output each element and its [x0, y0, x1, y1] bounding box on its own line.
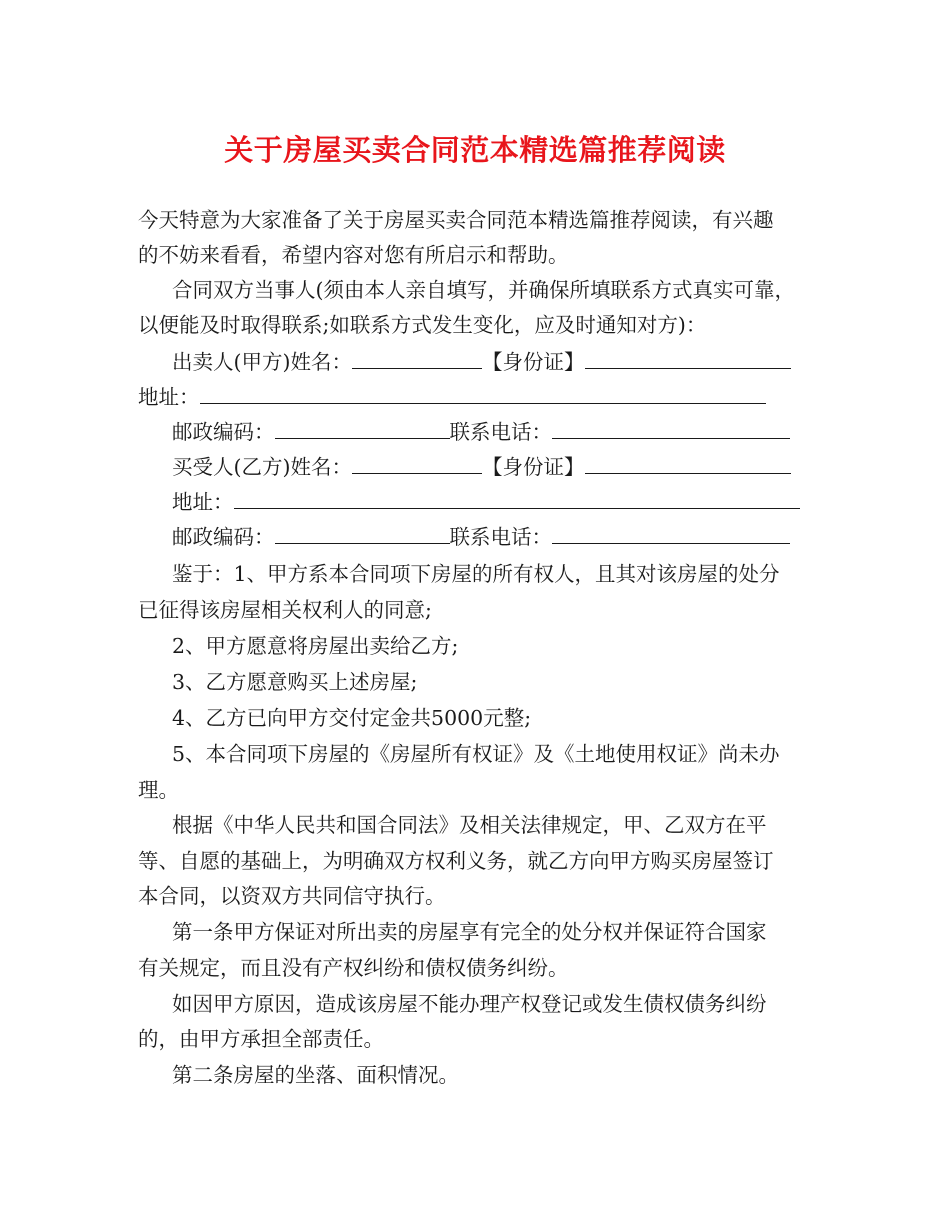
buyer-name-label: 买受人(乙方)姓名： [172, 455, 352, 479]
buyer-id-label: 【身份证】 [482, 455, 585, 479]
whereas-line-1: 鉴于：1、甲方系本合同项下房屋的所有权人，且其对该房屋的处分 [172, 562, 780, 586]
whereas-item-3: 3、乙方愿意购买上述房屋; [172, 670, 418, 694]
buyer-name-row [172, 453, 791, 481]
buyer-address-field[interactable] [234, 488, 800, 509]
parties-line-1: 合同双方当事人(须由本人亲自填写，并确保所填联系方式真实可靠， [172, 278, 795, 302]
whereas-item-5-line-1: 5、本合同项下房屋的《房屋所有权证》及《土地使用权证》尚未办 [172, 742, 780, 766]
whereas-item-2: 2、甲方愿意将房屋出卖给乙方; [172, 634, 459, 658]
whereas-item-4: 4、乙方已向甲方交付定金共5000元整; [172, 706, 532, 730]
intro-line-1: 今天特意为大家准备了关于房屋买卖合同范本精选篇推荐阅读，有兴趣 [138, 208, 774, 232]
whereas-item-5-line-2: 理。 [138, 778, 179, 802]
buyer-name-field[interactable] [352, 453, 482, 474]
seller-name-label: 出卖人(甲方)姓名： [172, 350, 352, 374]
buyer-postcode-label: 邮政编码： [172, 525, 275, 549]
seller-address-label: 地址： [138, 385, 200, 409]
seller-address-row [138, 383, 766, 411]
basis-line-2: 等、自愿的基础上，为明确双方权利义务，就乙方向甲方购买房屋签订 [138, 849, 774, 873]
liability-line-1: 如因甲方原因，造成该房屋不能办理产权登记或发生债权债务纠纷 [172, 992, 767, 1016]
seller-phone-label: 联系电话： [449, 420, 552, 444]
seller-postcode-field[interactable] [275, 418, 450, 439]
article-1-line-2: 有关规定，而且没有产权纠纷和债权债务纠纷。 [138, 956, 569, 980]
buyer-id-field[interactable] [585, 453, 791, 474]
buyer-postcode-field[interactable] [275, 523, 450, 544]
liability-line-2: 的，由甲方承担全部责任。 [138, 1027, 384, 1051]
buyer-address-row [172, 488, 800, 516]
seller-postcode-row [172, 418, 790, 446]
article-1-line-1: 第一条甲方保证对所出卖的房屋享有完全的处分权并保证符合国家 [172, 920, 767, 944]
buyer-postcode-row [172, 523, 790, 551]
buyer-phone-field[interactable] [552, 523, 790, 544]
seller-name-row [172, 348, 791, 376]
whereas-line-2: 已征得该房屋相关权利人的同意; [138, 598, 432, 622]
basis-line-3: 本合同，以资双方共同信守执行。 [138, 884, 446, 908]
document-title: 关于房屋买卖合同范本精选篇推荐阅读 [224, 133, 726, 167]
intro-line-2: 的不妨来看看，希望内容对您有所启示和帮助。 [138, 243, 569, 267]
buyer-address-label: 地址： [172, 490, 234, 514]
buyer-phone-label: 联系电话： [449, 525, 552, 549]
seller-id-label: 【身份证】 [482, 350, 585, 374]
parties-line-2: 以便能及时取得联系;如联系方式发生变化，应及时通知对方)： [138, 313, 707, 337]
seller-postcode-label: 邮政编码： [172, 420, 275, 444]
basis-line-1: 根据《中华人民共和国合同法》及相关法律规定，甲、乙双方在平 [172, 813, 767, 837]
seller-address-field[interactable] [200, 383, 766, 404]
seller-name-field[interactable] [352, 348, 482, 369]
article-2-line-1: 第二条房屋的坐落、面积情况。 [172, 1063, 459, 1087]
seller-id-field[interactable] [585, 348, 791, 369]
seller-phone-field[interactable] [552, 418, 790, 439]
